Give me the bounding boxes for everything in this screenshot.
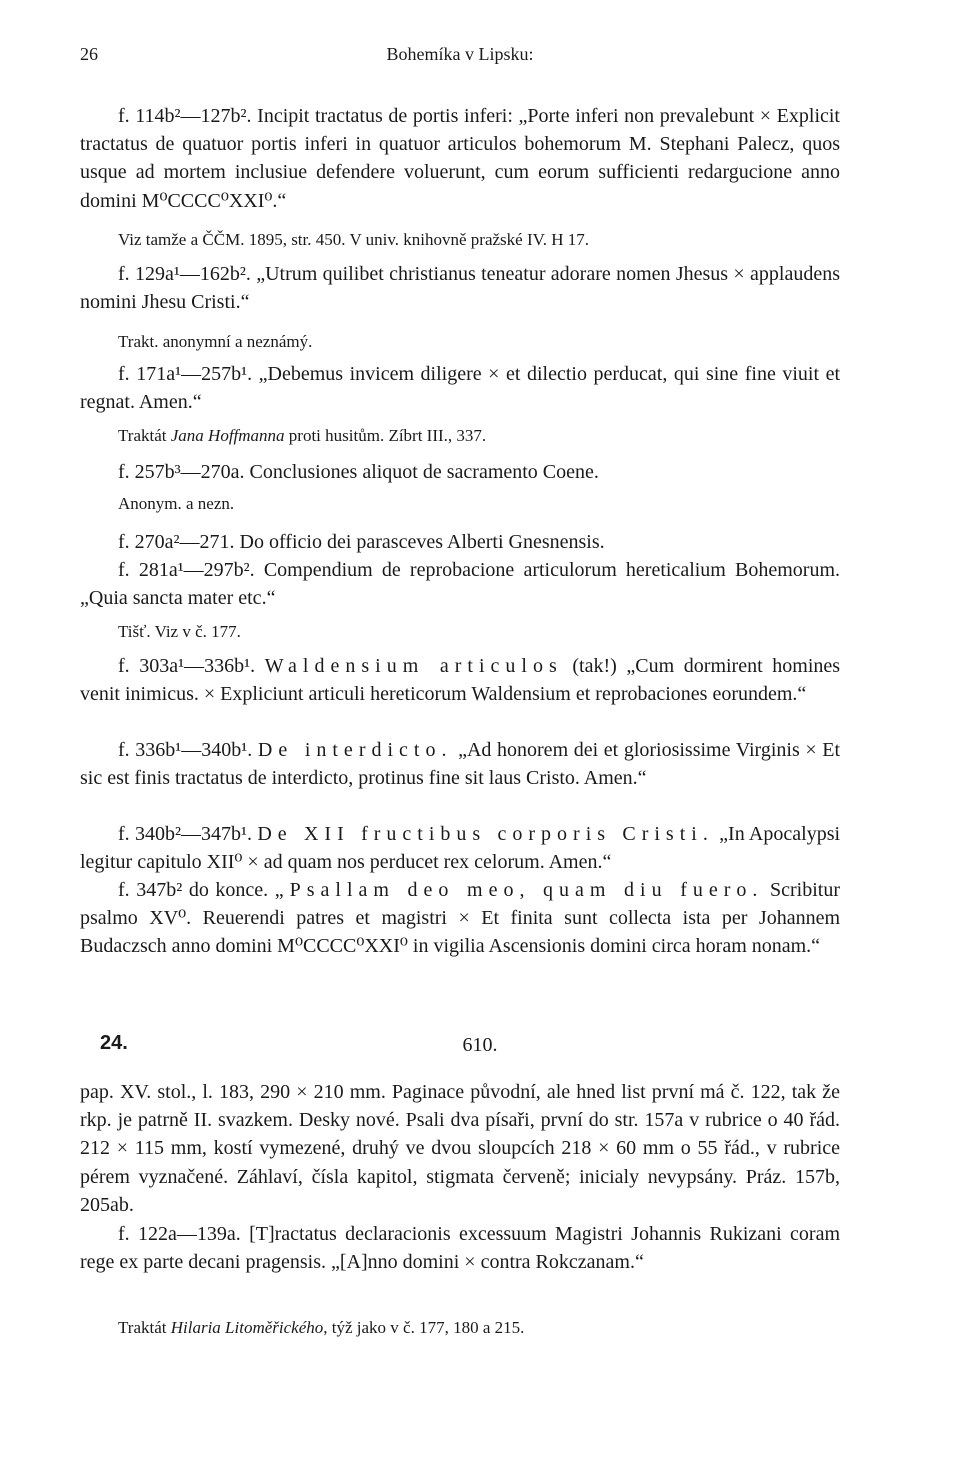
entry-folio: f. 114b²—127b². xyxy=(118,105,252,127)
entry-title: De XII fructibus corporis Cristi. xyxy=(257,823,714,845)
entry-paragraph xyxy=(80,102,840,215)
entry-note: Traktát Hilaria Litoměřického, týž jako v č. 177, 180 a 215. xyxy=(118,1318,525,1337)
entry-text: Compendium de reprobacione articulorum hereticalium Bohemorum. „Quia sancta mater etc.“ xyxy=(80,559,841,610)
entry-text: [T]ractatus declaracionis excessuum Magistri Johannis Rukizani coram rege ex parte decani pragensis. „[A]nno domini × contra Rokczanam.“ xyxy=(80,1223,841,1274)
entry-text: „Debemus invicem diligere × et dilectio perducat, qui sine fine viuit et regnat. Amen.“ xyxy=(80,363,841,414)
entry-title: De interdicto. xyxy=(257,739,453,761)
entry-paragraph xyxy=(80,736,840,792)
section-signature: 610. xyxy=(462,1034,498,1056)
section-number: 24. xyxy=(100,1032,128,1054)
entry-note: Anonym. a nezn. xyxy=(118,494,235,513)
entry-text: „Ad honorem dei et gloriosissime Virginis × Et sic est finis tractatus de interdicto, protinus fine sit laus Cristo. Amen.“ xyxy=(80,739,841,790)
entry-note: Viz tamže a ČČM. 1895, str. 450. V univ. knihovně pražské IV. H 17. xyxy=(118,230,589,249)
entry-paragraph xyxy=(80,820,840,876)
entry-note: Traktát Jana Hoffmanna proti husitům. Zíbrt III., 337. xyxy=(118,426,487,445)
entry-text: „Utrum quilibet christianus teneatur adorare nomen Jhesus × applaudens nomini Jhesu Cristi.“ xyxy=(80,263,841,314)
entry-folio: f. 257b³—270a. xyxy=(118,461,245,483)
page-number: 26 xyxy=(80,44,98,64)
entry-text: Incipit tractatus de portis inferi: „Porte inferi non prevalebunt × Explicit tractatus de quatuor portis inferi in quatuor articulos bohemorum M. Stephani Palecz, quos usque ad mortem inclusiue defendere voluerunt, cum eorum sufficienti redargucione anno domini M⁰CCCC⁰XXI⁰.“ xyxy=(80,105,840,212)
entry-folio: f. 347b² do konce. xyxy=(118,879,269,901)
entry-folio: f. 129a¹—162b². xyxy=(118,263,251,285)
entry-paragraph xyxy=(80,556,840,612)
entry-title: Waldensium articulos xyxy=(264,655,563,677)
entry-paragraph xyxy=(80,360,840,416)
entry-text: (tak!) „Cum dormirent homines venit inimicus. × Expliciunt articuli hereticorum Waldensium et reprobaciones eorundem.“ xyxy=(80,655,841,706)
entry-note: Trakt. anonymní a neznámý. xyxy=(118,332,313,351)
entry-paragraph xyxy=(80,876,840,961)
entry-paragraph xyxy=(80,1220,840,1276)
entry-text: Scribitur psalmo XV⁰. Reuerendi patres et magistri × Et finita sunt collecta ista per Johannem Budaczsch anno domini M⁰CCCC⁰XXI⁰ in vigilia Ascensionis domini circa horam nonam.“ xyxy=(80,879,840,958)
entry-paragraph xyxy=(80,528,840,556)
entry-folio: f. 270a²—271. xyxy=(118,531,235,553)
entry-folio: f. 281a¹—297b². xyxy=(118,559,255,581)
entry-text: „In Apocalypsi legitur capitulo XII⁰ × ad quam nos perducet rex celorum. Amen.“ xyxy=(80,823,841,874)
entry-title: „Psallam deo meo, quam diu fuero. xyxy=(274,879,764,901)
entry-folio: f. 340b²—347b¹. xyxy=(118,823,252,845)
entry-paragraph xyxy=(80,652,840,708)
entry-paragraph xyxy=(80,458,840,486)
entry-folio: f. 303a¹—336b¹. xyxy=(118,655,256,677)
entry-folio: f. 122a—139a. xyxy=(118,1223,241,1245)
entry-folio: f. 171a¹—257b¹. xyxy=(118,363,253,385)
entry-text: Do officio dei parasceves Alberti Gnesnensis. xyxy=(239,531,605,553)
entry-note: Tišť. Viz v č. 177. xyxy=(118,622,241,641)
running-title: Bohemíka v Lipsku: xyxy=(386,44,534,64)
entry-text: Conclusiones aliquot de sacramento Coene. xyxy=(249,461,599,483)
section-description: pap. XV. stol., l. 183, 290 × 210 mm. Paginace původní, ale hned list první má č. 122, tak že rkp. je patrně II. svazkem. Desky nové. Psali dva písaři, první do str. 157a v rubrice o 40 řád. 212 × 115 mm, kostí vymezené, druhý ve dvou sloupcích 218 × 60 mm o 55 řád., v rubrice pérem vyznačené. Záhlaví, čísla kapitol, stigmata červeně; inicialy nevypsány. Práz. 157b, 205ab. xyxy=(80,1081,840,1216)
entry-paragraph xyxy=(80,260,840,316)
page-header xyxy=(80,44,840,74)
entry-folio: f. 336b¹—340b¹. xyxy=(118,739,253,761)
